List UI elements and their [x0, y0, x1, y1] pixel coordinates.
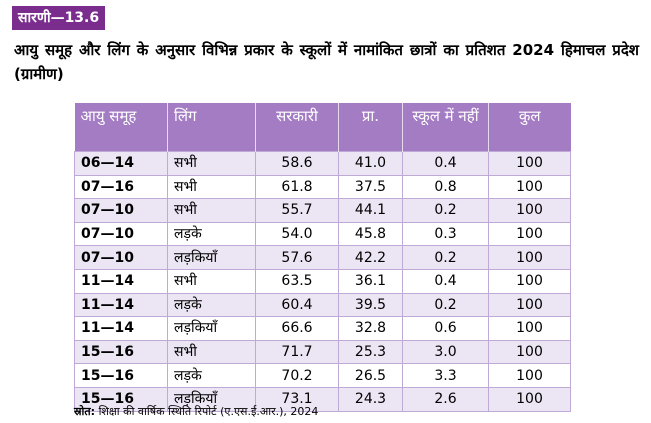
cell-gender: सभी: [168, 175, 256, 199]
cell-not-in-school: 0.2: [403, 199, 489, 223]
cell-private: 26.5: [339, 364, 403, 388]
cell-total: 100: [489, 152, 571, 176]
source-note: [74, 404, 318, 419]
table-number-label: सारणी—13.6: [12, 6, 105, 30]
cell-not-in-school: 0.4: [403, 269, 489, 293]
cell-total: 100: [489, 340, 571, 364]
cell-total: 100: [489, 387, 571, 411]
cell-gender: लड़के: [168, 222, 256, 246]
cell-government: 58.6: [256, 152, 339, 176]
cell-private: 44.1: [339, 199, 403, 223]
table-row: [75, 269, 571, 293]
cell-government: 55.7: [256, 199, 339, 223]
cell-private: 36.1: [339, 269, 403, 293]
cell-private: 41.0: [339, 152, 403, 176]
enrollment-table: [74, 103, 571, 412]
cell-age-group: 07—10: [75, 199, 168, 223]
cell-private: 39.5: [339, 293, 403, 317]
cell-age-group: 07—10: [75, 222, 168, 246]
cell-not-in-school: 0.4: [403, 152, 489, 176]
table-header: [75, 103, 571, 152]
cell-not-in-school: 0.8: [403, 175, 489, 199]
cell-age-group: 11—14: [75, 317, 168, 341]
header-total: कुल: [489, 103, 571, 152]
table-row: [75, 222, 571, 246]
cell-not-in-school: 0.6: [403, 317, 489, 341]
table-body: [75, 152, 571, 412]
cell-private: 45.8: [339, 222, 403, 246]
cell-age-group: 07—10: [75, 246, 168, 270]
header-gender: लिंग: [168, 103, 256, 152]
cell-not-in-school: 0.3: [403, 222, 489, 246]
cell-gender: सभी: [168, 152, 256, 176]
source-text: शिक्षा की वार्षिक स्थिति रिपोर्ट (ए.एस.ई.आर.), 2024: [98, 405, 319, 418]
cell-private: 25.3: [339, 340, 403, 364]
cell-age-group: 11—14: [75, 269, 168, 293]
cell-gender: लड़कियाँ: [168, 246, 256, 270]
cell-not-in-school: 3.3: [403, 364, 489, 388]
cell-government: 63.5: [256, 269, 339, 293]
cell-government: 73.1: [256, 387, 339, 411]
cell-age-group: 07—16: [75, 175, 168, 199]
cell-gender: सभी: [168, 340, 256, 364]
cell-gender: लड़कियाँ: [168, 387, 256, 411]
cell-total: 100: [489, 269, 571, 293]
table-row: [75, 293, 571, 317]
source-label: स्रोत:: [74, 405, 96, 418]
cell-age-group: 15—16: [75, 387, 168, 411]
cell-government: 70.2: [256, 364, 339, 388]
cell-private: 42.2: [339, 246, 403, 270]
cell-gender: सभी: [168, 199, 256, 223]
header-government: सरकारी: [256, 103, 339, 152]
cell-total: 100: [489, 246, 571, 270]
cell-government: 57.6: [256, 246, 339, 270]
cell-total: 100: [489, 317, 571, 341]
cell-government: 71.7: [256, 340, 339, 364]
cell-government: 60.4: [256, 293, 339, 317]
cell-total: 100: [489, 199, 571, 223]
cell-gender: लड़कियाँ: [168, 317, 256, 341]
cell-not-in-school: 3.0: [403, 340, 489, 364]
cell-total: 100: [489, 175, 571, 199]
cell-government: 66.6: [256, 317, 339, 341]
cell-total: 100: [489, 222, 571, 246]
cell-not-in-school: 0.2: [403, 246, 489, 270]
header-row: [75, 103, 571, 152]
cell-total: 100: [489, 293, 571, 317]
table-row: [75, 199, 571, 223]
cell-not-in-school: 2.6: [403, 387, 489, 411]
cell-gender: लड़के: [168, 293, 256, 317]
header-not-in-school: स्कूल में नहीं: [403, 103, 489, 152]
table-row: [75, 364, 571, 388]
table-title: आयु समूह और लिंग के अनुसार विभिन्न प्रकार के स्कूलों में नामांकित छात्रों का प्रतिशत 2024 हिमाचल प्रदेश (ग्रामीण): [14, 41, 639, 83]
cell-gender: सभी: [168, 269, 256, 293]
cell-age-group: 11—14: [75, 293, 168, 317]
cell-private: 24.3: [339, 387, 403, 411]
cell-government: 61.8: [256, 175, 339, 199]
cell-total: 100: [489, 364, 571, 388]
cell-government: 54.0: [256, 222, 339, 246]
table-row: [75, 246, 571, 270]
table-row: [75, 175, 571, 199]
cell-private: 37.5: [339, 175, 403, 199]
header-age-group: आयु समूह: [75, 103, 168, 152]
table-row: [75, 317, 571, 341]
cell-age-group: 15—16: [75, 340, 168, 364]
table-row: [75, 152, 571, 176]
cell-age-group: 15—16: [75, 364, 168, 388]
cell-gender: लड़के: [168, 364, 256, 388]
cell-private: 32.8: [339, 317, 403, 341]
table-row: [75, 340, 571, 364]
header-private: प्रा.: [339, 103, 403, 152]
cell-not-in-school: 0.2: [403, 293, 489, 317]
cell-age-group: 06—14: [75, 152, 168, 176]
